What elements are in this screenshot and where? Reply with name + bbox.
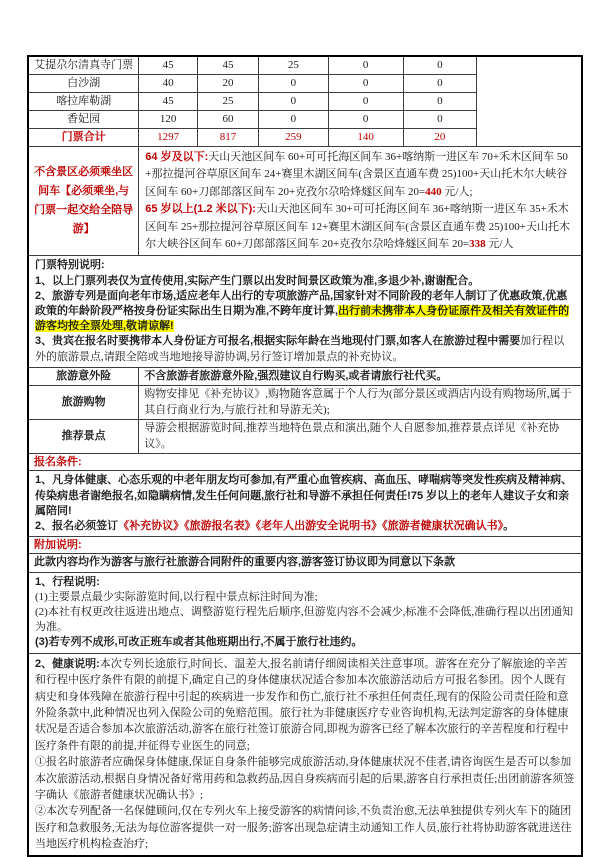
itinerary-item1: (1)主要景点最少实际游览时间,以行程中景点标注时间为准; xyxy=(35,590,318,603)
itinerary-cell xyxy=(28,572,582,653)
signup-content-cell xyxy=(28,471,582,537)
ticket-name: 艾提尕尔清真寺门票 xyxy=(28,56,139,75)
ticket-notes-item2 xyxy=(35,289,575,335)
itinerary-item2: (2)本社有权更改往返进出地点、调整游览行程先后顺序,但游览内容不会减少,标准不会降低,准确行程以出团通知为准。 xyxy=(35,606,574,634)
ticket-total-value: 20 xyxy=(403,129,477,147)
recommended-sights-content: 导游会根据游览时间,推荐当地特色景点和演出,随个人自愿参加,推荐景点详见《补充协议》。 xyxy=(139,420,582,454)
shopping-content: 购物安排见《补充协议》,购物随客意属于个人行为(部分景区或酒店内设有购物场所,属于其自行商业行为,与旅行社和导游无关); xyxy=(139,386,582,420)
ticket-price: 120 xyxy=(139,111,198,129)
under64-body: 天山天池区间车 60+可可托海区间车 36+喀纳斯一进区车 70+禾木区间车 50+那拉提河谷草原区间车 24+赛里木湖区间车(含景区直通车费 25)100+天山托木尔大峡谷区间车 60+刀郎部落区间车 20+克孜尔尕哈烽燧区间车 20= xyxy=(145,151,568,198)
document-sheet xyxy=(27,55,583,857)
over65-prefix: 65 岁以上(1.2 米以下): xyxy=(145,203,256,216)
itinerary-title: 1、行程说明: xyxy=(35,575,100,588)
health-row xyxy=(28,653,582,855)
ticket-price: 0 xyxy=(258,93,328,111)
under64-suffix: 元/人; xyxy=(441,185,473,198)
signup-content-row xyxy=(28,471,582,537)
additional-title-row xyxy=(28,537,582,554)
ticket-notes-title: 门票特别说明: xyxy=(35,259,105,272)
ticket-price: 25 xyxy=(198,93,259,111)
health-title: 2、健康说明: xyxy=(35,657,100,670)
insurance-label: 旅游意外险 xyxy=(28,367,139,386)
additional-intro-row xyxy=(28,554,582,573)
recommended-sights-label: 推荐景点 xyxy=(28,420,139,454)
over65-price: 338 xyxy=(469,238,486,251)
health-cell xyxy=(28,653,582,855)
signup-item2-pre: 2、报名必须签订 xyxy=(35,519,119,532)
signup-title-row xyxy=(28,454,582,471)
ticket-price: 0 xyxy=(403,56,477,75)
signup-item2-suffix: 。 xyxy=(503,519,515,532)
ticket-name: 喀拉库勒湖 xyxy=(28,93,139,111)
ticket-notes-cell xyxy=(28,256,582,367)
ticket-price: 0 xyxy=(328,56,403,75)
under64-prefix: 64 岁及以下: xyxy=(145,151,209,163)
ticket-price: 0 xyxy=(328,111,403,129)
ticket-total-value: 140 xyxy=(328,129,403,147)
insurance-content: 不含旅游者旅游意外险,强烈建议自行购买,或者请旅行社代买。 xyxy=(139,367,582,386)
shuttle-fares xyxy=(139,147,582,256)
shopping-label: 旅游购物 xyxy=(28,386,139,420)
ticket-total-label: 门票合计 xyxy=(28,129,139,147)
ticket-price: 0 xyxy=(258,111,328,129)
ticket-price: 0 xyxy=(403,111,477,129)
signup-item1: 1、凡身体健康、心态乐观的中老年朋友均可参加,有严重心血管疾病、高血压、哮喘病等突发性疾病及精神病、传染病患者谢绝报名,如隐瞒病情,发生任何问题,旅行社和导游不承担任何责任!75 岁以上的老年人建议子女和亲属陪同! xyxy=(35,474,573,517)
insurance-row xyxy=(28,367,582,386)
itinerary-item3: (3)若专列不成形,可改正班车或者其他班期出行,不属于旅行社违约。 xyxy=(35,636,363,649)
ticket-name: 香妃园 xyxy=(28,111,139,129)
health-paragraph xyxy=(35,656,575,754)
ticket-notes-item3 xyxy=(35,334,575,364)
shuttle-row xyxy=(28,147,582,256)
ticket-price: 45 xyxy=(139,56,198,75)
shuttle-label: 不含景区必须乘坐区间车【必须乘坐,与门票一起交给全陪导游】 xyxy=(28,147,139,256)
ticket-price: 0 xyxy=(403,75,477,93)
ticket-price: 0 xyxy=(403,93,477,111)
ticket-notes-row xyxy=(28,256,582,367)
itinerary-row xyxy=(28,572,582,653)
additional-intro: 此款内容均作为游客与旅行社旅游合同附件的重要内容,游客签订协议即为同意以下条款 xyxy=(28,554,582,573)
health-body: 本次专列长途旅行,时间长、温差大,报名前请仔细阅读相关注意事项。游客在充分了解旅途的辛苦和行程中医疗条件有限的前提下,确定自己的身体健康状况适合参加本次旅游活动后方可报名参团。因个人既有病史和身体残障在旅游行程中引起的疾病进一步发作和伤亡,旅行社不承担任何责任,现有的保险公司责任险和意外险条款中,此种情况也列入保险公司的免赔范围。旅行社为非健康医疗专业咨询机构,无法判定游客的身体健康状况是否适合参加本次旅游活动,游客在旅行社签订旅游合同,即视为游客已经了解本次旅行的辛苦程度和行程中医疗条件有限的前提,并征得专业医生的同意; xyxy=(35,657,569,752)
shuttle-fare-over65 xyxy=(145,201,575,253)
health-item1: ①报名时旅游者应确保身体健康,保证自身条件能够完成旅游活动,身体健康状况不佳者,请咨询医生是否可以参加本次旅游活动,根据自身情况备好常用药和急救药品,因自身疾病而引起的后果,游客自行承担责任;出团前游客须签字确认《旅游者健康状况确认书》; xyxy=(35,756,575,801)
ticket-price: 0 xyxy=(328,75,403,93)
additional-title: 附加说明: xyxy=(28,537,582,554)
ticket-notes-item3-bold: 3、贵宾在报名时要携带本人身份证方可报名,根据实际年龄在当地现付门票,如客人在旅游过程中需要 xyxy=(35,335,521,348)
over65-body: 天山天池区间车 30+可可托海区间车 36+喀纳斯一进区车 35+禾木区间车 25+那拉提河谷草原区间车 12+赛里木湖区间车(含景区直通车费 25)100+天山托木尔大峡谷区间车 60+刀郎部落区间车 20+克孜尔尕哈烽燧区间车 20= xyxy=(145,203,570,251)
ticket-price: 0 xyxy=(258,75,328,93)
over65-suffix: 元/人 xyxy=(485,238,514,251)
health-item2: ②本次专列配备一名保健顾问,仅在专列火车上接受游客的病情问诊,不负责治愈,无法单独提供专列火车下的随团医疗和急救服务,无法为每位游客提供一对一服务;游客出现急症请主动通知工作人员,旅行社将协助游客就进送往当地医疗机构检查治疗; xyxy=(35,805,572,851)
ticket-total-value: 1297 xyxy=(139,129,198,147)
ticket-notes-item3-rest: 加行程以外的旅游景点,请跟全陪或当地地接导游协调,另行签订增加景点的补充协议。 xyxy=(35,335,565,363)
shuttle-fare-under64 xyxy=(145,149,575,201)
ticket-name: 白沙湖 xyxy=(28,75,139,93)
ticket-price: 0 xyxy=(328,93,403,111)
ticket-notes-item1: 1、以上门票列表仅为宣传使用,实际产生门票以出发时间景区政策为准,多退少补,谢谢配合。 xyxy=(35,274,480,287)
ticket-price: 60 xyxy=(198,111,259,129)
shopping-row xyxy=(28,386,582,420)
price-terms-table xyxy=(27,55,583,857)
ticket-price: 45 xyxy=(198,56,259,75)
signup-item2 xyxy=(35,519,575,534)
under64-price: 440 xyxy=(425,185,442,198)
ticket-price: 25 xyxy=(258,56,328,75)
ticket-price: 20 xyxy=(198,75,259,93)
ticket-price: 45 xyxy=(139,93,198,111)
ticket-row xyxy=(28,56,582,75)
ticket-total-value: 817 xyxy=(198,129,259,147)
signup-item2-docs: 《补充协议》《旅游报名表》《老年人出游安全说明书》《旅游者健康状况确认书》 xyxy=(118,519,504,532)
ticket-notes-highlight: 出行前未携带本人身份证原件及相关有效证件的游客均按全票处理,敬请谅解! xyxy=(35,305,570,333)
recommended-sights-row xyxy=(28,420,582,454)
ticket-total-value: 259 xyxy=(258,129,328,147)
ticket-notes-item2-text: 2、旅游专列是面向老年市场,适应老年人出行的专项旅游产品,国家针对不同阶段的老年人制订了优惠政策,优惠政策的年龄阶段严格按身份证实际出生日期为准,不跨年度计算, xyxy=(35,289,568,318)
signup-title: 报名条件: xyxy=(28,454,582,471)
ticket-price: 40 xyxy=(139,75,198,93)
empty-merged-cell xyxy=(477,56,582,147)
